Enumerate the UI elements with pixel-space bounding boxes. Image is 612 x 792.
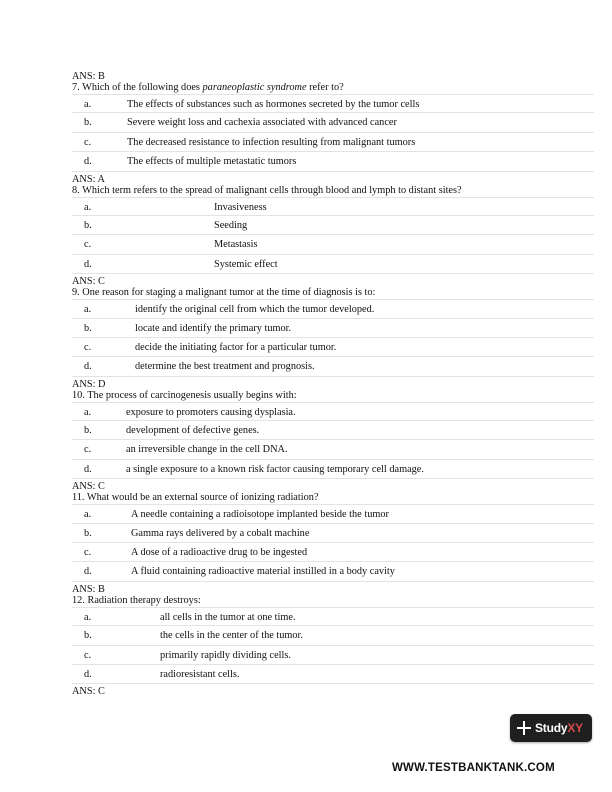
option-text: the cells in the center of the tumor. [160, 630, 303, 642]
option-row [72, 460, 594, 479]
option-text: locate and identify the primary tumor. [135, 322, 292, 334]
option-letter: d. [84, 463, 92, 475]
answer-7: ANS: A [72, 173, 105, 185]
option-text: Seeding [214, 219, 248, 231]
option-letter: d. [84, 258, 92, 270]
option-letter: a. [84, 611, 92, 623]
question-10-stem: 10. The process of carcinogenesis usually begins with: [72, 389, 297, 401]
question-11-stem: 11. What would be an external source of ionizing radiation? [72, 492, 319, 504]
option-text: Metastasis [214, 239, 258, 251]
option-letter: d. [84, 361, 92, 373]
question-7-stem-term: paraneoplastic syndrome [202, 82, 307, 93]
option-text: Systemic effect [214, 258, 278, 270]
answer-9: ANS: D [72, 378, 106, 390]
option-letter: d. [84, 668, 92, 680]
answer-8: ANS: C [72, 276, 105, 288]
plus-icon [517, 721, 531, 735]
option-text: Severe weight loss and cachexia associated with advanced cancer [127, 117, 397, 129]
option-text: a single exposure to a known risk factor causing temporary cell damage. [126, 463, 424, 475]
option-letter: c. [84, 136, 92, 148]
option-row [72, 543, 594, 562]
question-7-options [72, 94, 594, 172]
option-text: radioresistant cells. [160, 668, 240, 680]
option-row [72, 338, 594, 357]
option-letter: c. [84, 239, 92, 251]
question-11-options [72, 504, 594, 582]
option-row [72, 299, 594, 318]
option-text: exposure to promoters causing dysplasia. [126, 406, 296, 418]
option-letter: c. [84, 444, 92, 456]
question-9-options [72, 299, 594, 377]
option-text: primarily rapidly dividing cells. [160, 649, 291, 661]
question-8-stem: 8. Which term refers to the spread of malignant cells through blood and lymph to distant sites? [72, 184, 462, 196]
option-row [72, 255, 594, 274]
option-letter: b. [84, 425, 92, 437]
option-letter: b. [84, 117, 92, 129]
option-text: determine the best treatment and prognosis. [135, 361, 315, 373]
option-letter: a. [84, 406, 92, 418]
question-document [72, 71, 594, 697]
option-text: identify the original cell from which the tumor developed. [135, 304, 375, 316]
question-12-stem: 12. Radiation therapy destroys: [72, 594, 201, 606]
question-8-options [72, 197, 594, 275]
option-letter: a. [84, 304, 92, 316]
option-text: Gamma rays delivered by a cobalt machine [131, 527, 310, 539]
option-row [72, 357, 594, 376]
option-row [72, 402, 594, 421]
option-text: A fluid containing radioactive material instilled in a body cavity [131, 566, 395, 578]
question-9-stem: 9. One reason for staging a malignant tumor at the time of diagnosis is to: [72, 287, 376, 299]
option-letter: b. [84, 219, 92, 231]
answer-11: ANS: B [72, 583, 105, 595]
option-text: decide the initiating factor for a particular tumor. [135, 341, 337, 353]
option-row [72, 524, 594, 543]
option-row [72, 235, 594, 254]
question-10-options [72, 402, 594, 480]
option-letter: c. [84, 341, 92, 353]
option-letter: d. [84, 566, 92, 578]
option-letter: d. [84, 156, 92, 168]
option-letter: b. [84, 322, 92, 334]
option-text: The effects of multiple metastatic tumors [127, 156, 297, 168]
option-row [72, 319, 594, 338]
option-letter: c. [84, 649, 92, 661]
option-row [72, 113, 594, 132]
option-row [72, 94, 594, 113]
studyxy-badge[interactable] [510, 714, 592, 742]
option-row [72, 421, 594, 440]
option-row [72, 216, 594, 235]
option-row [72, 626, 594, 645]
option-row [72, 133, 594, 152]
option-row [72, 646, 594, 665]
footer-site-url[interactable]: WWW.TESTBANKTANK.COM [392, 762, 555, 774]
option-text: A dose of a radioactive drug to be ingested [131, 547, 308, 559]
option-text: A needle containing a radioisotope implanted beside the tumor [131, 509, 389, 521]
option-letter: b. [84, 630, 92, 642]
option-text: development of defective genes. [126, 425, 260, 437]
option-letter: c. [84, 547, 92, 559]
option-row [72, 197, 594, 216]
question-7-stem [72, 82, 594, 93]
option-text: an irreversible change in the cell DNA. [126, 444, 288, 456]
option-row [72, 562, 594, 581]
option-text: The decreased resistance to infection resulting from malignant tumors [127, 136, 416, 148]
option-text: The effects of substances such as hormones secreted by the tumor cells [127, 99, 420, 110]
answer-10: ANS: C [72, 481, 105, 493]
option-row [72, 152, 594, 171]
answer-12: ANS: C [72, 686, 105, 698]
option-text: Invasiveness [214, 201, 267, 213]
question-7-stem-start: 7. Which of the following does [72, 82, 203, 93]
option-row [72, 607, 594, 626]
brand-main: Study [535, 721, 568, 735]
question-12-options [72, 607, 594, 685]
studyxy-logo-text [535, 721, 583, 735]
brand-accent: XY [567, 721, 583, 735]
option-text: all cells in the tumor at one time. [160, 611, 296, 623]
question-7-stem-end: refer to? [306, 82, 344, 93]
option-letter: a. [84, 99, 92, 110]
option-row [72, 665, 594, 684]
option-row [72, 440, 594, 459]
option-letter: a. [84, 509, 92, 521]
answer-prev: ANS: B [72, 71, 105, 82]
option-row [72, 504, 594, 523]
option-letter: b. [84, 527, 92, 539]
option-letter: a. [84, 201, 92, 213]
